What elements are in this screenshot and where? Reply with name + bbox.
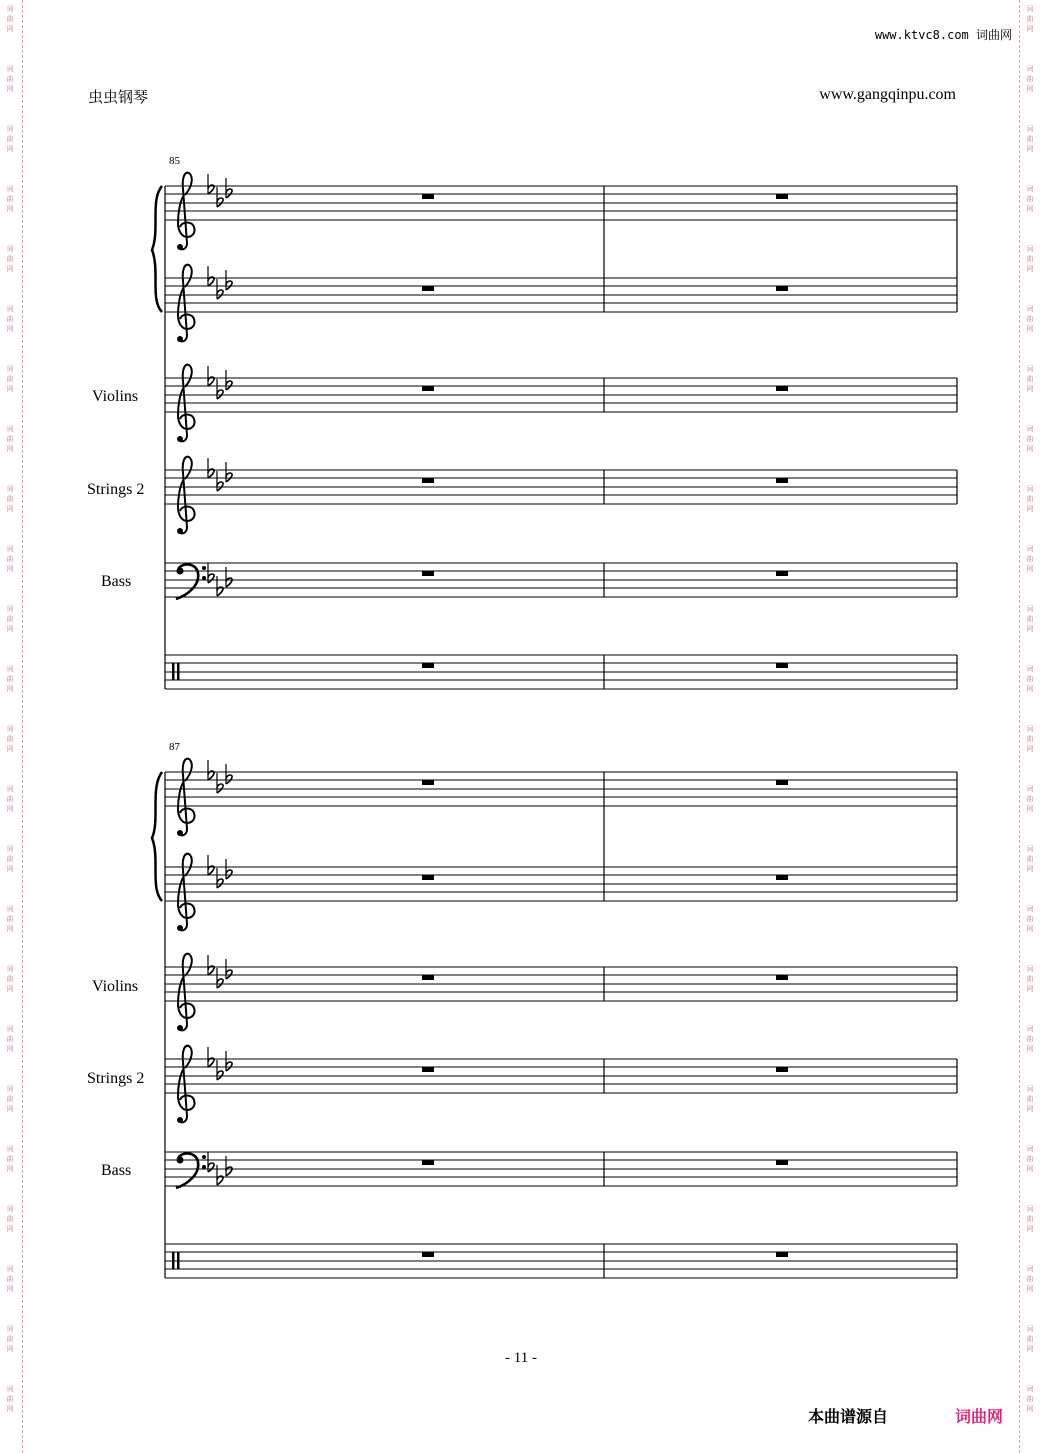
watermark-mark: 词 曲 网 (1026, 1145, 1034, 1173)
watermark-mark: 词 曲 网 (1026, 545, 1034, 573)
instrument-label-strings2: Strings 2 (87, 1070, 145, 1087)
watermark-mark: 词 曲 网 (6, 485, 14, 513)
watermark-mark: 词 曲 网 (1026, 1205, 1034, 1233)
watermark-mark: 词 曲 网 (1026, 1385, 1034, 1413)
watermark-mark: 词 曲 网 (6, 725, 14, 753)
watermark-mark: 词 曲 网 (1026, 965, 1034, 993)
watermark-mark: 词 曲 网 (6, 965, 14, 993)
watermark-mark: 词 曲 网 (1026, 425, 1034, 453)
watermark-mark: 词 曲 网 (1026, 1325, 1034, 1353)
whole-rests (422, 780, 788, 1257)
piano-brace (152, 186, 162, 312)
watermark-mark: 词 曲 网 (6, 365, 14, 393)
instrument-label-bass: Bass (101, 573, 132, 590)
watermark-mark: 词 曲 网 (1026, 5, 1034, 33)
system-2 (87, 741, 957, 1278)
instrument-label-violins: Violins (92, 978, 139, 995)
staff-piano-left (165, 867, 957, 901)
watermark-mark: 词 曲 网 (6, 65, 14, 93)
watermark-mark: 词 曲 网 (6, 1025, 14, 1053)
watermark-mark: 词 曲 网 (1026, 725, 1034, 753)
bass-clef (176, 1154, 206, 1189)
site-url[interactable]: www.gangqinpu.com (819, 86, 956, 103)
watermark-mark: 词 曲 网 (6, 1085, 14, 1113)
piano-brace (152, 772, 162, 901)
footer-brand-link[interactable]: 词曲网 (955, 1407, 1004, 1426)
watermark-mark: 词 曲 网 (1026, 245, 1034, 273)
watermark-mark: 词 曲 网 (6, 245, 14, 273)
instrument-label-strings2: Strings 2 (87, 481, 145, 498)
barlines (604, 772, 957, 1278)
watermark-mark: 词 曲 网 (6, 1145, 14, 1173)
watermark-mark: 词 曲 网 (1026, 485, 1034, 513)
staff-percussion (165, 1244, 957, 1278)
watermark-mark: 词 曲 网 (6, 545, 14, 573)
staff-strings2 (165, 470, 957, 504)
watermark-mark: 词 曲 网 (1026, 185, 1034, 213)
staff-violins (165, 378, 957, 412)
watermark-mark: 词 曲 网 (6, 1325, 14, 1353)
watermark-mark: 词 曲 网 (6, 1205, 14, 1233)
watermark-mark: 词 曲 网 (1026, 65, 1034, 93)
watermark-mark: 词 曲 网 (6, 665, 14, 693)
watermark-mark: 词 曲 网 (6, 1265, 14, 1293)
staff-percussion (165, 655, 957, 689)
watermark-mark: 词 曲 网 (1026, 785, 1034, 813)
instrument-label-violins: Violins (92, 388, 139, 405)
watermark-mark: 词 曲 网 (1026, 125, 1034, 153)
staff-violins (165, 967, 957, 1001)
key-signature (208, 760, 232, 1185)
top-site-link[interactable]: www.ktvc8.com 词曲网 (874, 28, 1012, 42)
footer-source-text: 本曲谱源自 (808, 1407, 889, 1426)
watermark-mark: 词 曲 网 (6, 5, 14, 33)
watermark-mark: 词 曲 网 (6, 905, 14, 933)
watermark-mark: 词 曲 网 (1026, 365, 1034, 393)
watermark-mark: 词 曲 网 (6, 845, 14, 873)
key-signature (208, 174, 232, 596)
watermark-mark: 词 曲 网 (1026, 665, 1034, 693)
watermark-mark: 词 曲 网 (1026, 905, 1034, 933)
instrument-label-bass: Bass (101, 1162, 132, 1179)
watermark-mark: 词 曲 网 (1026, 1265, 1034, 1293)
watermark-mark: 词 曲 网 (6, 125, 14, 153)
watermark-mark: 词 曲 网 (6, 605, 14, 633)
staff-bass (165, 563, 957, 597)
measure-number: 85 (169, 155, 180, 167)
watermark-mark: 词 曲 网 (1026, 605, 1034, 633)
measure-number: 87 (169, 741, 180, 753)
watermark-mark: 词 曲 网 (6, 1385, 14, 1413)
staff-strings2 (165, 1059, 957, 1093)
staff-piano-left (165, 278, 957, 312)
bass-clef (176, 565, 206, 600)
system-1 (87, 155, 957, 689)
watermark-mark: 词 曲 网 (1026, 1085, 1034, 1113)
watermark-mark: 词 曲 网 (6, 305, 14, 333)
watermark-mark: 词 曲 网 (6, 785, 14, 813)
brand-title: 虫虫钢琴 (88, 88, 149, 106)
watermark-mark: 词 曲 网 (1026, 1025, 1034, 1053)
watermark-mark: 词 曲 网 (6, 185, 14, 213)
staff-piano-right (165, 186, 957, 220)
page-number: - 11 - (505, 1350, 537, 1366)
watermark-mark: 词 曲 网 (1026, 305, 1034, 333)
staff-bass (165, 1152, 957, 1186)
barlines (604, 186, 957, 689)
watermark-mark: 词 曲 网 (1026, 845, 1034, 873)
watermark-mark: 词 曲 网 (6, 425, 14, 453)
staff-piano-right (165, 772, 957, 806)
